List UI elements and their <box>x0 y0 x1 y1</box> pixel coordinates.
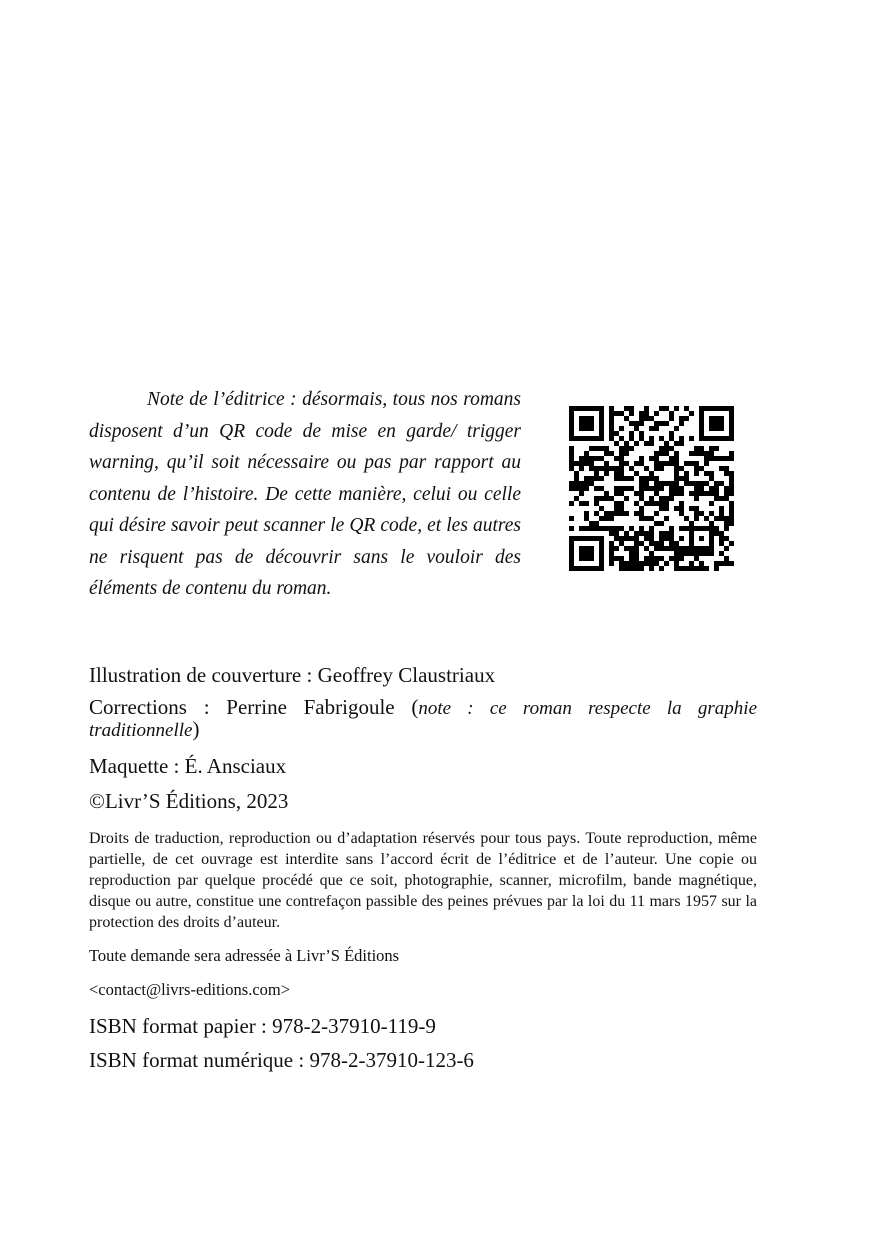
qr-code-graphic <box>569 406 734 571</box>
corrections-close: ) <box>192 717 200 741</box>
isbn-paper: ISBN format papier : 978-2-37910-119-9 <box>89 1014 436 1038</box>
corrections-label: Corrections : Perrine Fabrigoule ( <box>89 695 419 719</box>
isbn-digital: ISBN format numérique : 978-2-37910-123-6 <box>89 1048 474 1072</box>
contact-request: Toute demande sera adressée à Livr’S Éditions <box>89 946 400 965</box>
corrections-credit <box>89 697 757 741</box>
rights-notice: Droits de traduction, reproduction ou d’adaptation réservés pour tous pays. Toute reproduction, même partielle, de cet ouvrage est interdite sans l’accord écrit de l’éditrice et de l’auteur. Une copie ou reproduction par quelque procédé que ce soit, photographie, scanner, microfilm, bande magnétique, disque ou autre, constitue une contrefaçon passible des peines prévues par la loi du 11 mars 1957 sur la protection des droits d’auteur. <box>89 830 757 931</box>
contact-email[interactable]: <contact@livrs-editions.com> <box>89 980 291 999</box>
layout-credit: Maquette : É. Ansciaux <box>89 754 287 778</box>
editor-note: Note de l’éditrice : désormais, tous nos romans disposent d’un QR code de mise en garde/ trigger warning, qu’il soit nécessaire ou pas par rapport au contenu de l’histoire. De cette manière, celui ou celle qui désire savoir peut scanner le QR code, et les autres ne risquent pas de découvrir sans le vouloir des éléments de contenu du roman. <box>89 389 521 599</box>
credits-block <box>89 662 757 1081</box>
copyright-line: ©Livr’S Éditions, 2023 <box>89 789 289 813</box>
corrections-note: note : ce roman respecte la graphie traditionnelle <box>89 698 757 741</box>
illustration-credit: Illustration de couverture : Geoffrey Claustriaux <box>89 663 496 687</box>
qr-code-icon[interactable] <box>569 406 734 571</box>
